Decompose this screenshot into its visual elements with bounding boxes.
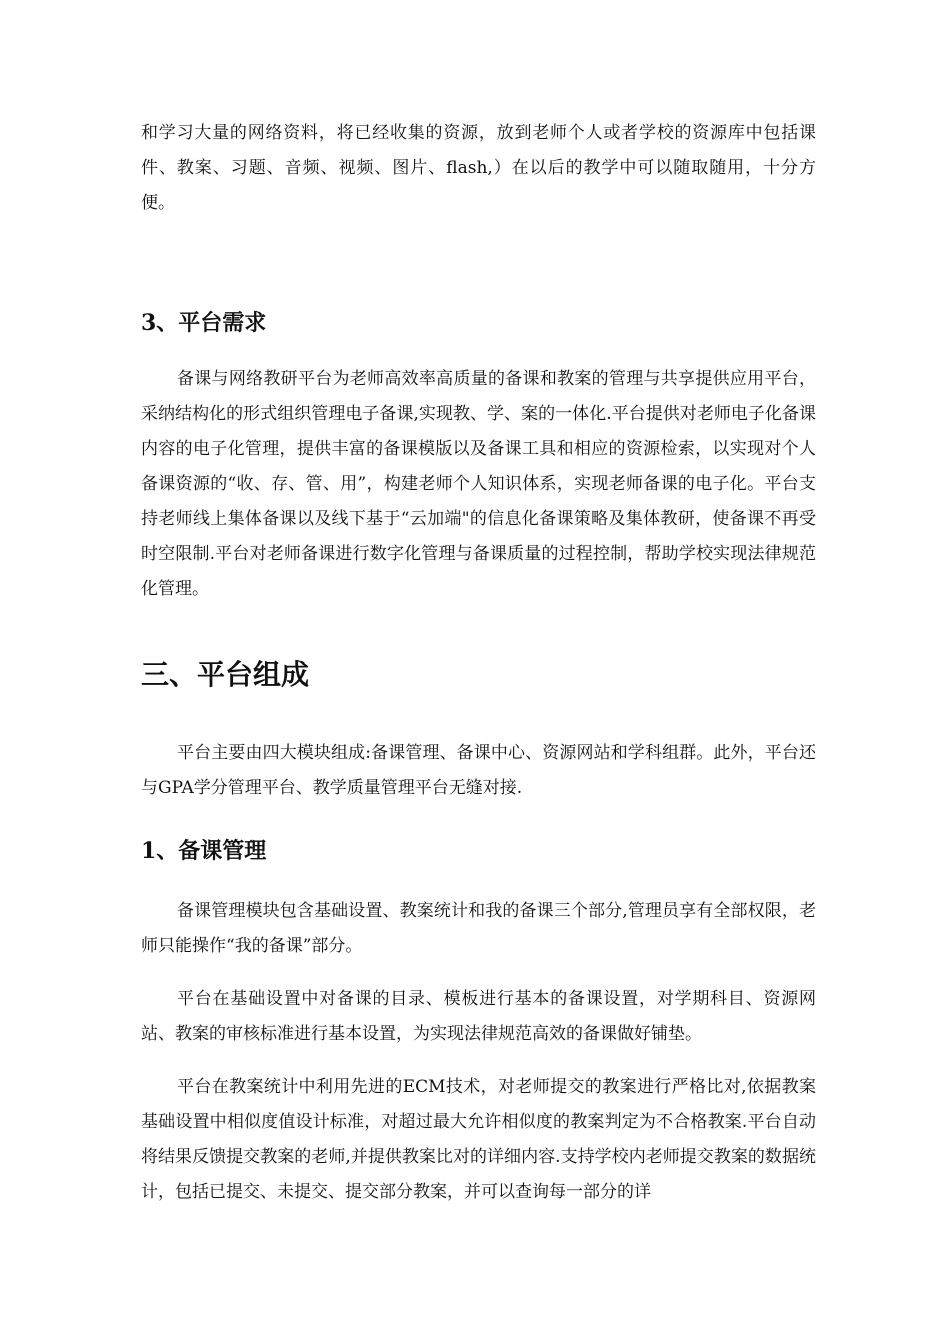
- heading-lesson-management-block: [141, 836, 816, 866]
- composition-paragraph: 平台主要由四大模块组成:备课管理、备课中心、资源网站和学科组群。此外，平台还与GPA学分管理平台、教学质量管理平台无缝对接.: [141, 743, 816, 798]
- heading-platform-needs-block: [141, 308, 816, 338]
- heading-lesson-management: 1、备课管理: [141, 838, 267, 864]
- heading-section-three: 三、平台组成: [141, 658, 310, 691]
- composition-paragraph-block: [141, 736, 816, 806]
- lesson-management-paragraph-3: 平台在教案统计中利用先进的ECM技术，对老师提交的教案进行严格比对,依据教案基础设置中相似度值设计标准，对超过最大允许相似度的教案判定为不合格教案.平台自动将结果反馈提交教案的老师,并提供教案比对的详细内容.支持学校内老师提交教案的数据统计，包括已提交、未提交、提交部分教案，并可以查询每一部分的详: [141, 1077, 816, 1202]
- platform-needs-paragraph-block: [141, 362, 816, 607]
- heading-section-three-block: [141, 656, 816, 694]
- lesson-management-paragraph-1: 备课管理模块包含基础设置、教案统计和我的备课三个部分,管理员享有全部权限，老师只能操作“我的备课”部分。: [141, 901, 816, 956]
- lesson-management-paragraph-1-block: [141, 894, 816, 964]
- lesson-management-paragraph-2-block: [141, 982, 816, 1052]
- intro-paragraph-block: [141, 116, 816, 221]
- heading-platform-needs: 3、平台需求: [141, 310, 267, 336]
- lesson-management-paragraph-3-block: [141, 1070, 816, 1210]
- intro-paragraph: 和学习大量的网络资料，将已经收集的资源，放到老师个人或者学校的资源库中包括课件、教案、习题、音频、视频、图片、flash,）在以后的教学中可以随取随用，十分方便。: [141, 123, 816, 213]
- lesson-management-paragraph-2: 平台在基础设置中对备课的目录、模板进行基本的备课设置，对学期科目、资源网站、教案的审核标准进行基本设置，为实现法律规范高效的备课做好铺垫。: [141, 989, 816, 1044]
- platform-needs-paragraph: 备课与网络教研平台为老师高效率高质量的备课和教案的管理与共享提供应用平台，采纳结构化的形式组织管理电子备课,实现教、学、案的一体化.平台提供对老师电子化备课内容的电子化管理，提供丰富的备课模版以及备课工具和相应的资源检索，以实现对个人备课资源的“收、存、管、用”，构建老师个人知识体系，实现老师备课的电子化。平台支持老师线上集体备课以及线下基于“云加端"的信息化备课策略及集体教研，使备课不再受时空限制.平台对老师备课进行数字化管理与备课质量的过程控制，帮助学校实现法律规范化管理。: [141, 369, 816, 599]
